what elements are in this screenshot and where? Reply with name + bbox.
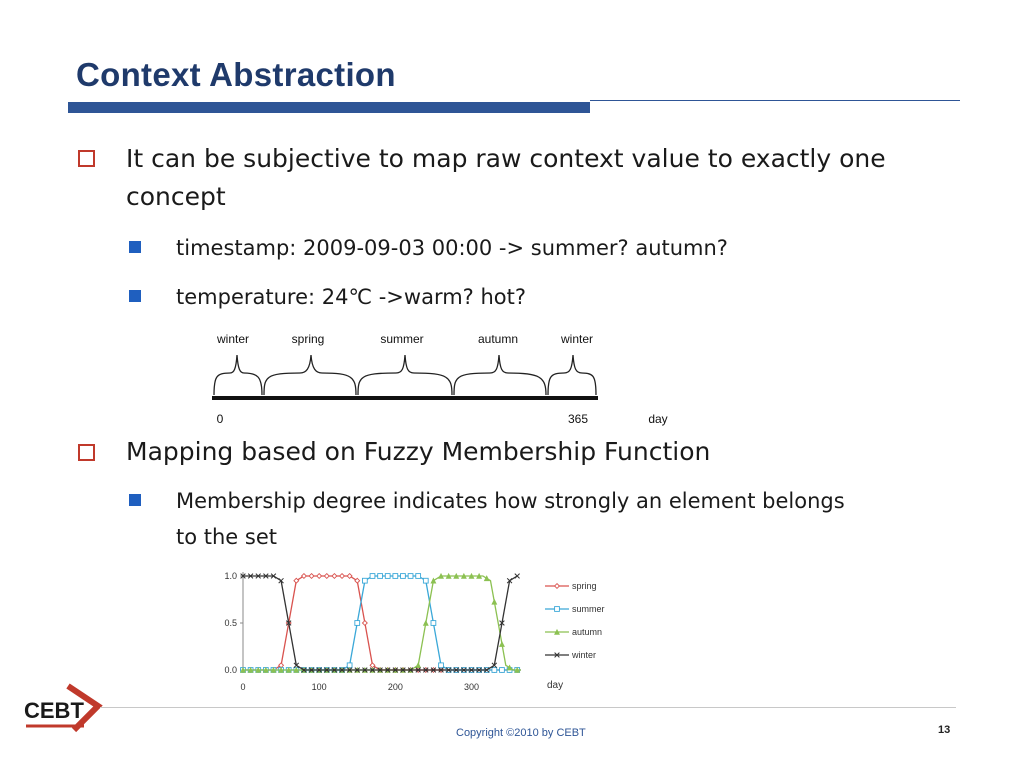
- sub-bullet-temperature: temperature: 24℃ ->warm? hot?: [176, 285, 527, 309]
- data-point-summer: [355, 621, 360, 626]
- cebt-logo: [22, 682, 104, 734]
- season-label: winter: [216, 332, 250, 346]
- data-point-summer: [500, 668, 505, 673]
- title-underline-thin: [590, 100, 960, 101]
- legend-label-summer: summer: [572, 604, 605, 614]
- fuzzy-membership-chart: [205, 562, 625, 702]
- season-label: winter: [560, 332, 594, 346]
- data-point-spring: [309, 574, 314, 579]
- season-diagram: [200, 325, 680, 430]
- data-point-summer: [362, 578, 367, 583]
- data-point-summer: [492, 668, 497, 673]
- sub-bullet-square-icon: [129, 241, 141, 253]
- series-line-spring: [243, 576, 521, 670]
- data-point-spring: [332, 574, 337, 579]
- data-point-autumn: [423, 621, 428, 626]
- season-braces: [214, 355, 596, 395]
- x-tick-label: 0: [240, 682, 246, 692]
- data-point-summer: [423, 578, 428, 583]
- bullet-subjective-line2: concept: [126, 182, 226, 211]
- bullet-square-icon: [78, 444, 95, 461]
- day-axis-unit: day: [648, 412, 668, 426]
- bullet-square-icon: [78, 150, 95, 167]
- data-point-summer: [431, 621, 436, 626]
- data-point-spring: [317, 574, 322, 579]
- day-axis-start: 0: [216, 412, 224, 426]
- data-point-spring: [324, 574, 329, 579]
- legend-marker-summer: [555, 607, 560, 612]
- season-label: summer: [380, 332, 424, 346]
- legend-label-autumn: autumn: [572, 627, 603, 637]
- data-point-summer: [378, 574, 383, 579]
- title-underline-thick: [68, 102, 590, 113]
- bullet-fuzzy-mapping: Mapping based on Fuzzy Membership Function: [126, 437, 711, 466]
- data-point-summer: [393, 574, 398, 579]
- y-tick-label: 1.0: [224, 571, 237, 581]
- legend-label-spring: spring: [572, 581, 597, 591]
- data-point-autumn: [492, 599, 497, 604]
- day-axis-end: 365: [567, 412, 589, 426]
- season-label: autumn: [477, 332, 519, 346]
- data-point-summer: [416, 574, 421, 579]
- sub-bullet-membership-line2: to the set: [176, 525, 277, 549]
- data-point-spring: [362, 621, 367, 626]
- y-tick-label: 0.5: [224, 618, 237, 628]
- footer-divider: [100, 707, 956, 708]
- bullet-subjective-line1: It can be subjective to map raw context value to exactly one: [126, 144, 886, 173]
- footer-copyright: Copyright ©2010 by CEBT: [456, 727, 586, 739]
- data-point-autumn: [416, 663, 421, 668]
- series-line-summer: [243, 576, 521, 670]
- sub-bullet-square-icon: [129, 290, 141, 302]
- cebt-logo-text: CEBT: [24, 698, 84, 723]
- data-point-summer: [370, 574, 375, 579]
- series-line-autumn: [243, 576, 521, 670]
- data-point-summer: [408, 574, 413, 579]
- y-tick-label: 0.0: [224, 665, 237, 675]
- data-point-summer: [385, 574, 390, 579]
- x-tick-label: 100: [311, 682, 327, 692]
- page-number: 13: [938, 724, 951, 736]
- data-point-winter: [515, 574, 520, 579]
- data-point-summer: [439, 663, 444, 668]
- legend-marker-spring: [555, 584, 560, 589]
- x-tick-label: 300: [463, 682, 480, 692]
- data-point-spring: [340, 574, 345, 579]
- slide-title: Context Abstraction: [76, 56, 396, 93]
- sub-bullet-square-icon: [129, 494, 141, 506]
- x-tick-label: 200: [387, 682, 403, 692]
- x-axis-title: day: [547, 680, 564, 691]
- legend-label-winter: winter: [572, 650, 597, 660]
- sub-bullet-membership-line1: Membership degree indicates how strongly an element belongs: [176, 489, 845, 513]
- season-label: spring: [291, 332, 325, 346]
- data-point-summer: [401, 574, 406, 579]
- series-line-winter: [243, 576, 517, 670]
- sub-bullet-timestamp: timestamp: 2009-09-03 00:00 -> summer? autumn?: [176, 236, 728, 260]
- data-point-autumn: [500, 642, 505, 647]
